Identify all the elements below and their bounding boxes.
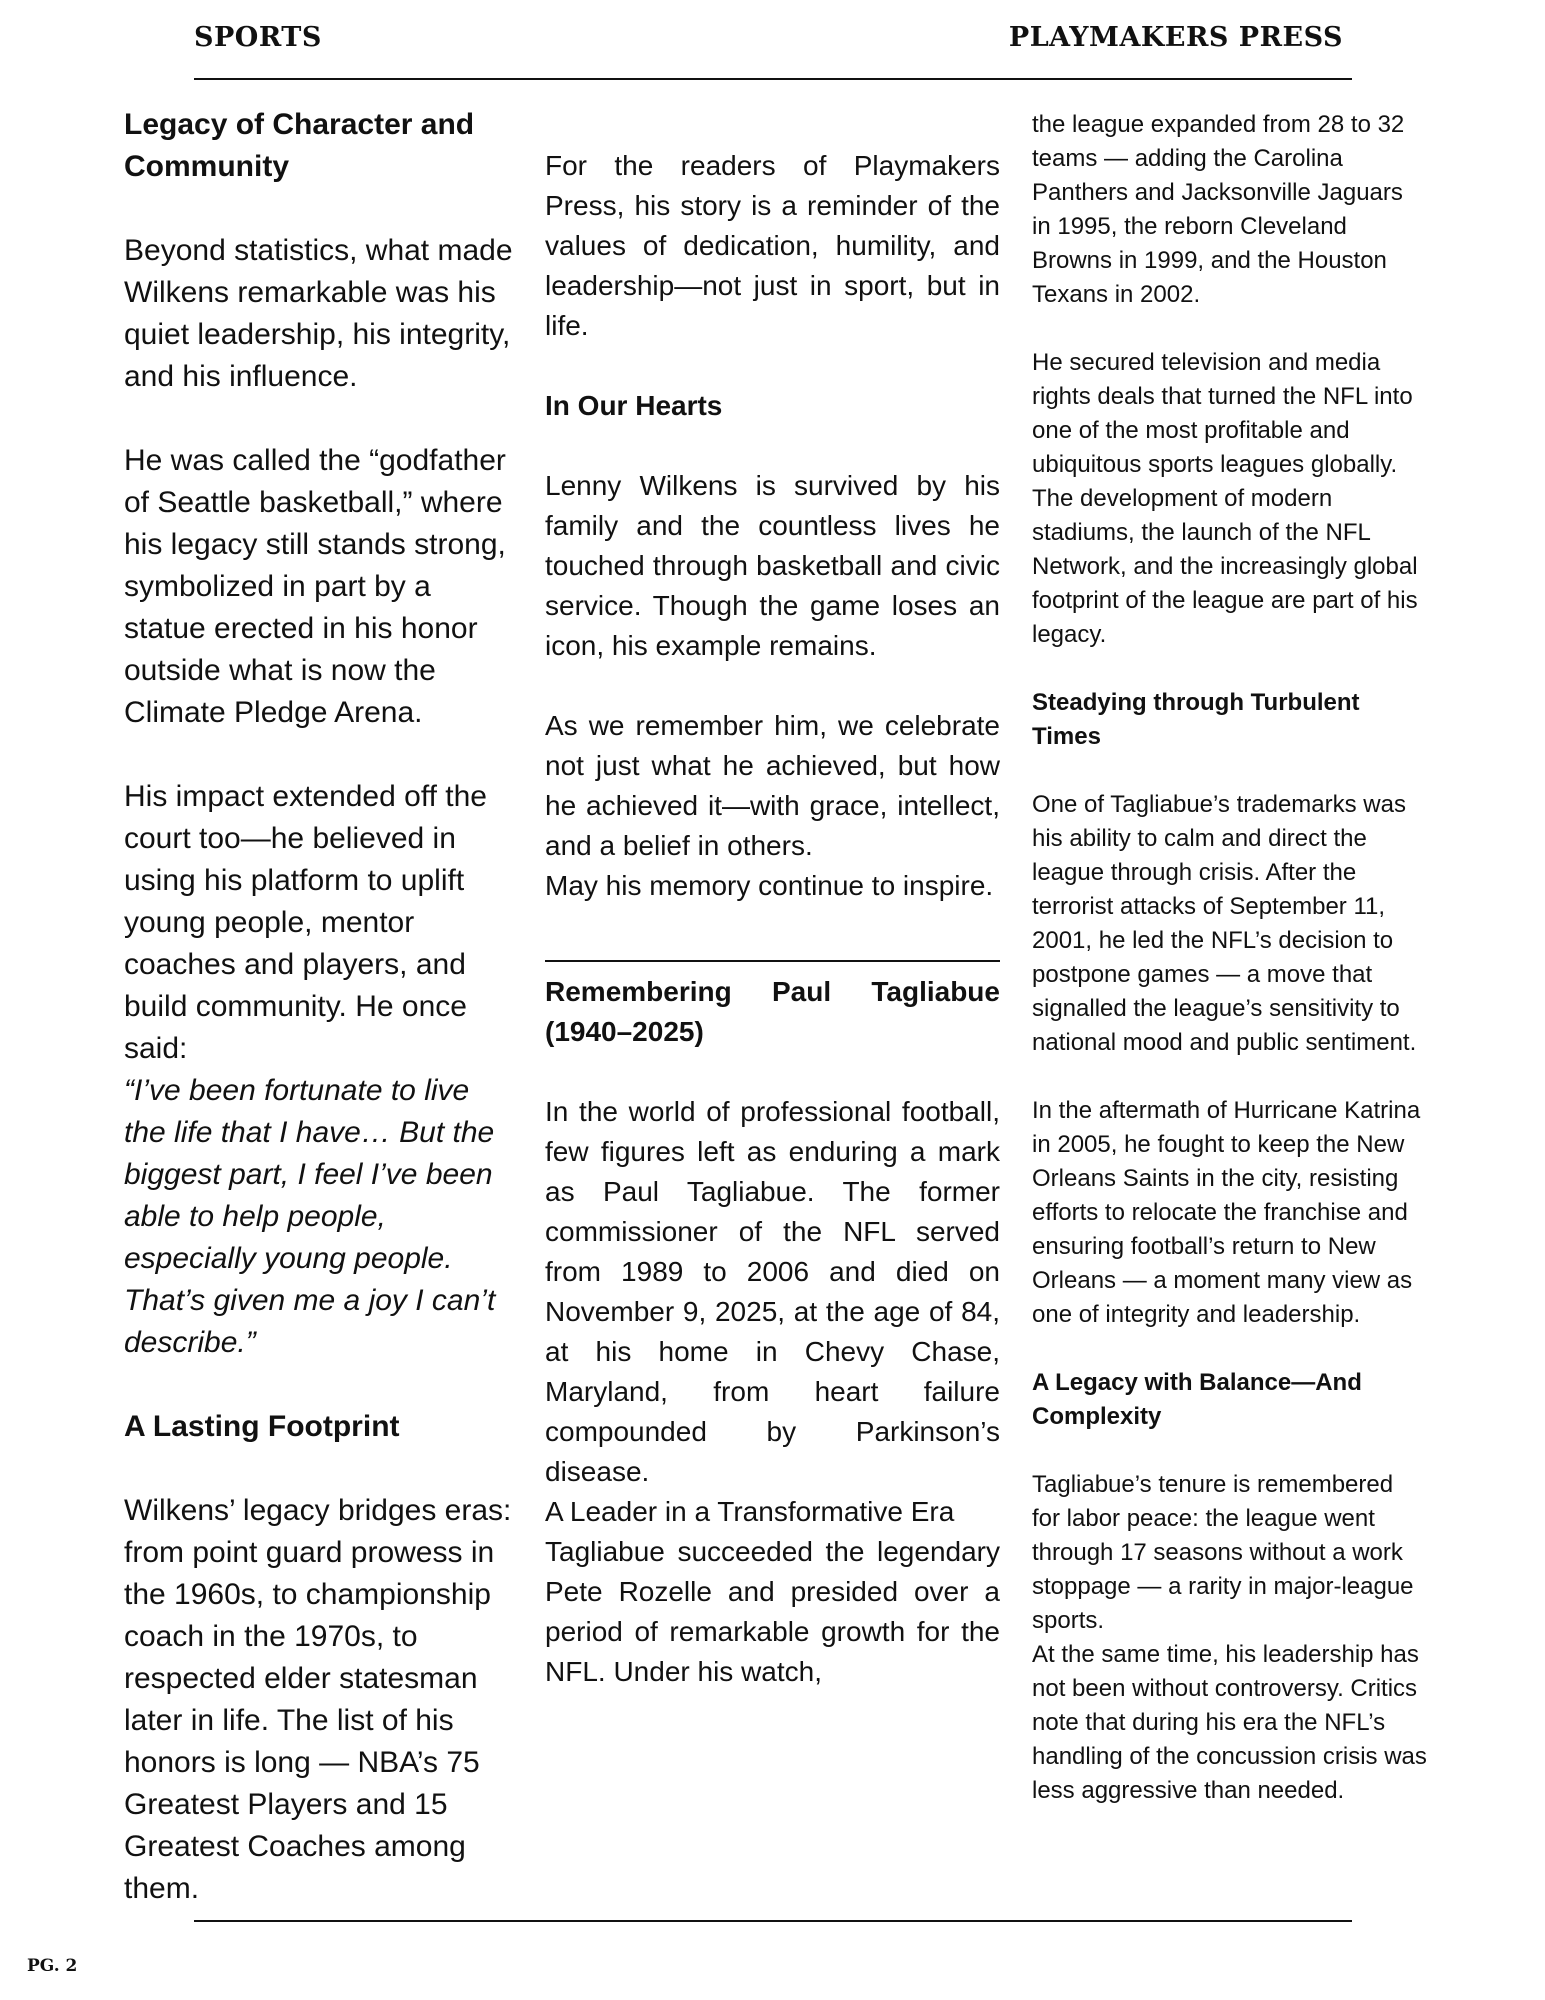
column-1 — [124, 104, 514, 1910]
paragraph: In the aftermath of Hurricane Katrina in 2005, he fought to keep the New Orleans Saints in the city, resisting efforts to relocate the franchise and ensuring football’s return to New Orleans — a moment many view as one of integrity and leadership. — [1032, 1097, 1421, 1328]
paragraph: the league expanded from 28 to 32 teams — adding the Carolina Panthers and Jacksonville Jaguars in 1995, the reborn Cleveland Browns in 1999, and the Houston Texans in 2002. — [1032, 111, 1405, 308]
paragraph: At the same time, his leadership has not been without controversy. Critics note that during his era the NFL’s handling of the concussion crisis was less aggressive than needed. — [1032, 1641, 1427, 1804]
paragraph: As we remember him, we celebrate not just what he achieved, but how he achieved it—with grace, intellect, and a belief in others. — [545, 710, 1000, 861]
paragraph: May his memory continue to inspire. — [545, 870, 994, 901]
heading-in-our-hearts: In Our Hearts — [545, 390, 723, 421]
page-number: PG. 2 — [27, 1956, 78, 1976]
article-divider — [545, 960, 1000, 962]
section-label: SPORTS — [194, 22, 322, 53]
footer-rule — [194, 1920, 1352, 1922]
subheading-leader-era: A Leader in a Transformative Era — [545, 1496, 955, 1527]
heading-turbulent-times: Steadying through Turbulent Times — [1032, 689, 1360, 750]
heading-legacy-character: Legacy of Character and Community — [124, 108, 475, 183]
publication-name: PLAYMAKERS PRESS — [1008, 22, 1343, 53]
column-3 — [1032, 108, 1427, 1808]
paragraph: Lenny Wilkens is survived by his family and the countless lives he touched through basketball and civic service. Though the game loses an icon, his example remains. — [545, 470, 1000, 661]
paragraph: Beyond statistics, what made Wilkens remarkable was his quiet leadership, his integrity, and his influence. — [124, 234, 513, 393]
wilkens-quote: “I’ve been fortunate to live the life that I have… But the biggest part, I feel I’ve been able to help people, especially young people. That’s given me a joy I can’t describe.” — [124, 1074, 496, 1359]
paragraph: He was called the “godfather of Seattle basketball,” where his legacy still stands strong, symbolized in part by a statue erected in his honor outside what is now the Climate Pledge Arena. — [124, 444, 506, 729]
paragraph: For the readers of Playmakers Press, his story is a reminder of the values of dedication, humility, and leadership—not just in sport, but in life. — [545, 150, 1000, 341]
paragraph: His impact extended off the court too—he believed in using his platform to uplift young people, mentor coaches and players, and build community. He once said: — [124, 780, 487, 1065]
paragraph: Tagliabue succeeded the legendary Pete Rozelle and presided over a period of remarkable growth for the NFL. Under his watch, — [545, 1536, 1000, 1687]
paragraph: In the world of professional football, few figures left as enduring a mark as Paul Tagliabue. The former commissioner of the NFL served from 1989 to 2006 and died on November 9, 2025, at the age of 84, at his home in Chevy Chase, Maryland, from heart failure compounded by Parkinson’s disease. — [545, 1096, 1000, 1487]
paragraph: Tagliabue’s tenure is remembered for labor peace: the league went through 17 seasons without a work stoppage — a rarity in major-league sports. — [1032, 1471, 1414, 1634]
heading-lasting-footprint: A Lasting Footprint — [124, 1410, 400, 1443]
paragraph: He secured television and media rights deals that turned the NFL into one of the most profitable and ubiquitous sports leagues globally. The development of modern stadiums, the launch of the NFL Network, and the increasingly global footprint of the league are part of his legacy. — [1032, 349, 1418, 648]
column-2 — [545, 146, 1000, 1692]
heading-remembering-tagliabue: Remembering Paul Tagliabue (1940–2025) — [545, 976, 1000, 1047]
paragraph: One of Tagliabue’s trademarks was his ability to calm and direct the league through crisis. After the terrorist attacks of September 11, 2001, he led the NFL’s decision to postpone games — a move that signalled the league’s sensitivity to national mood and public sentiment. — [1032, 791, 1417, 1056]
heading-legacy-balance: A Legacy with Balance—And Complexity — [1032, 1369, 1362, 1430]
header-rule — [194, 78, 1352, 80]
paragraph: Wilkens’ legacy bridges eras: from point guard prowess in the 1960s, to championship coach in the 1970s, to respected elder statesman later in life. The list of his honors is long — NBA’s 75 Greatest Players and 15 Greatest Coaches among them. — [124, 1494, 512, 1905]
